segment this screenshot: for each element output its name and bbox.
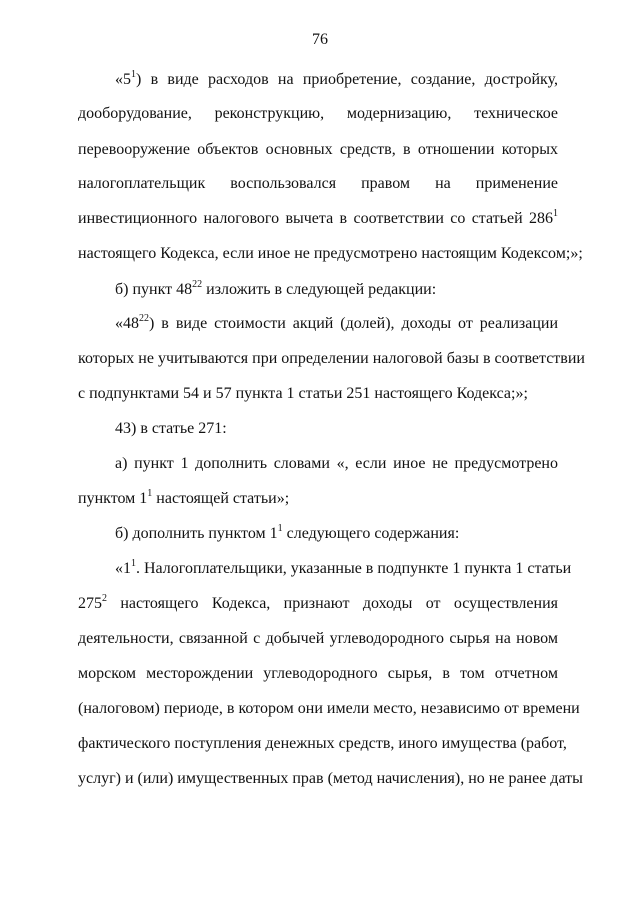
text-run: б) пункт 48	[115, 281, 193, 298]
text-line	[115, 280, 558, 300]
superscript-index: 1	[277, 522, 283, 534]
text-run: морском месторождении углеводородного сырья, в том отчетном	[78, 665, 558, 682]
superscript-index: 1	[553, 207, 558, 219]
superscript-index: 1	[131, 68, 136, 80]
superscript-index: 22	[192, 278, 203, 290]
page-number: 76	[312, 31, 328, 48]
text-line	[78, 594, 558, 614]
text-run: ) в виде расходов на приобретение, создание, достройку,	[136, 71, 558, 88]
text-run: 43) в статье 271:	[115, 420, 227, 437]
text-line	[78, 174, 558, 194]
text-run: следующего содержания:	[282, 525, 460, 542]
text-line	[78, 629, 558, 649]
text-run: налогоплательщик воспользовался правом на применение	[78, 175, 558, 192]
text-run: «48	[115, 315, 139, 332]
text-line	[78, 664, 558, 684]
text-run: деятельности, связанной с добычей углеводородного сырья на новом	[78, 630, 558, 647]
text-run: 275	[78, 595, 102, 612]
text-line	[78, 384, 558, 404]
text-run: которых не учитываются при определении налоговой базы в соответствии	[78, 350, 585, 367]
text-run: «5	[115, 71, 131, 88]
text-line	[115, 454, 558, 474]
text-line	[78, 699, 580, 719]
text-run: дооборудование, реконструкцию, модернизацию, техническое	[78, 105, 558, 122]
text-line	[78, 489, 558, 509]
text-run: изложить в следующей редакции:	[202, 281, 437, 298]
text-run: перевооружение объектов основных средств, в отношении которых	[78, 141, 558, 158]
text-line	[78, 349, 585, 369]
text-run: с подпунктами 54 и 57 пункта 1 статьи 251 настоящего Кодекса;»;	[78, 385, 528, 402]
text-run: ) в виде стоимости акций (долей), доходы от реализации	[149, 315, 558, 332]
text-line	[115, 314, 558, 334]
text-line	[115, 419, 558, 439]
text-run: . Налогоплательщики, указанные в подпункте 1 пункта 1 статьи	[136, 560, 572, 577]
text-line	[78, 140, 558, 160]
text-line	[115, 557, 572, 579]
text-run: настоящей статьи»;	[152, 490, 290, 507]
text-run: а) пункт 1 дополнить словами «, если иное не предусмотрено	[115, 455, 558, 472]
text-line	[78, 734, 567, 754]
text-run: фактического поступления денежных средств, иного имущества (работ,	[78, 735, 567, 752]
text-run: настоящего Кодекса, признают доходы от осуществления	[107, 595, 558, 612]
text-line	[78, 104, 558, 124]
text-run: услуг) и (или) имущественных прав (метод начисления), но не ранее даты	[78, 770, 583, 787]
text-run: пунктом 1	[78, 490, 148, 507]
text-line	[115, 70, 558, 90]
text-run: (налоговом) периоде, в котором они имели место, независимо от времени	[78, 700, 580, 717]
text-line	[78, 209, 558, 229]
text-line	[78, 769, 583, 789]
text-run: настоящего Кодекса, если иное не предусмотрено настоящим Кодексом;»;	[78, 245, 583, 262]
superscript-index: 2	[102, 592, 107, 604]
text-run: б) дополнить пунктом 1	[115, 525, 278, 542]
superscript-index: 22	[139, 312, 149, 324]
text-line	[78, 244, 583, 264]
text-line	[115, 524, 558, 544]
superscript-index: 1	[131, 557, 136, 569]
text-run: инвестиционного налогового вычета в соответствии со статьей 286	[78, 210, 553, 227]
superscript-index: 1	[147, 487, 153, 499]
text-run: «1	[115, 560, 131, 577]
